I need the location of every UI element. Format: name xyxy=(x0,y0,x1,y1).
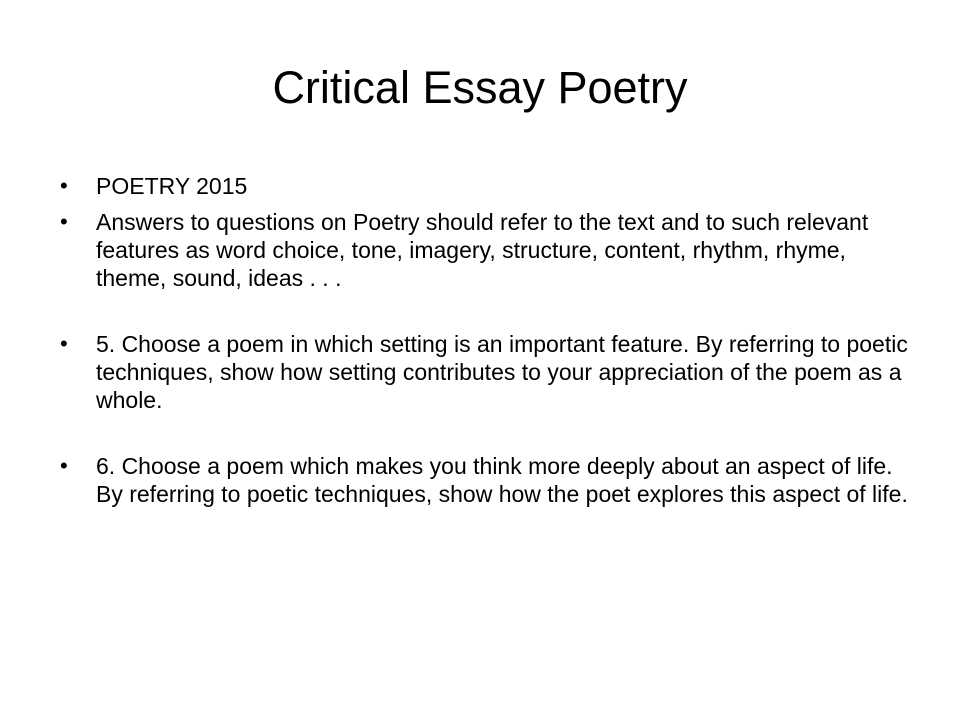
bullet-item-answers-guidance xyxy=(60,208,910,292)
bullet-list xyxy=(60,172,910,516)
bullet-item-question-6 xyxy=(60,452,910,508)
bullet-item-question-5 xyxy=(60,330,910,414)
bullet-dot-icon: • xyxy=(60,331,68,356)
bullet-text: 6. Choose a poem which makes you think more deeply about an aspect of life. By referring to poetic techniques, show how the poet explores this aspect of life. xyxy=(96,453,908,507)
bullet-dot-icon: • xyxy=(60,173,68,198)
bullet-text: Answers to questions on Poetry should refer to the text and to such relevant features as word choice, tone, imagery, structure, content, rhythm, rhyme, theme, sound, ideas . . . xyxy=(96,209,869,291)
bullet-dot-icon: • xyxy=(60,453,68,478)
bullet-dot-icon: • xyxy=(60,209,68,234)
slide-title: Critical Essay Poetry xyxy=(272,62,688,113)
bullet-item-poetry-2015 xyxy=(60,172,910,200)
bullet-text: 5. Choose a poem in which setting is an important feature. By referring to poetic techniques, show how setting contributes to your appreciation of the poem as a whole. xyxy=(96,331,908,413)
bullet-text: POETRY 2015 xyxy=(96,173,248,199)
